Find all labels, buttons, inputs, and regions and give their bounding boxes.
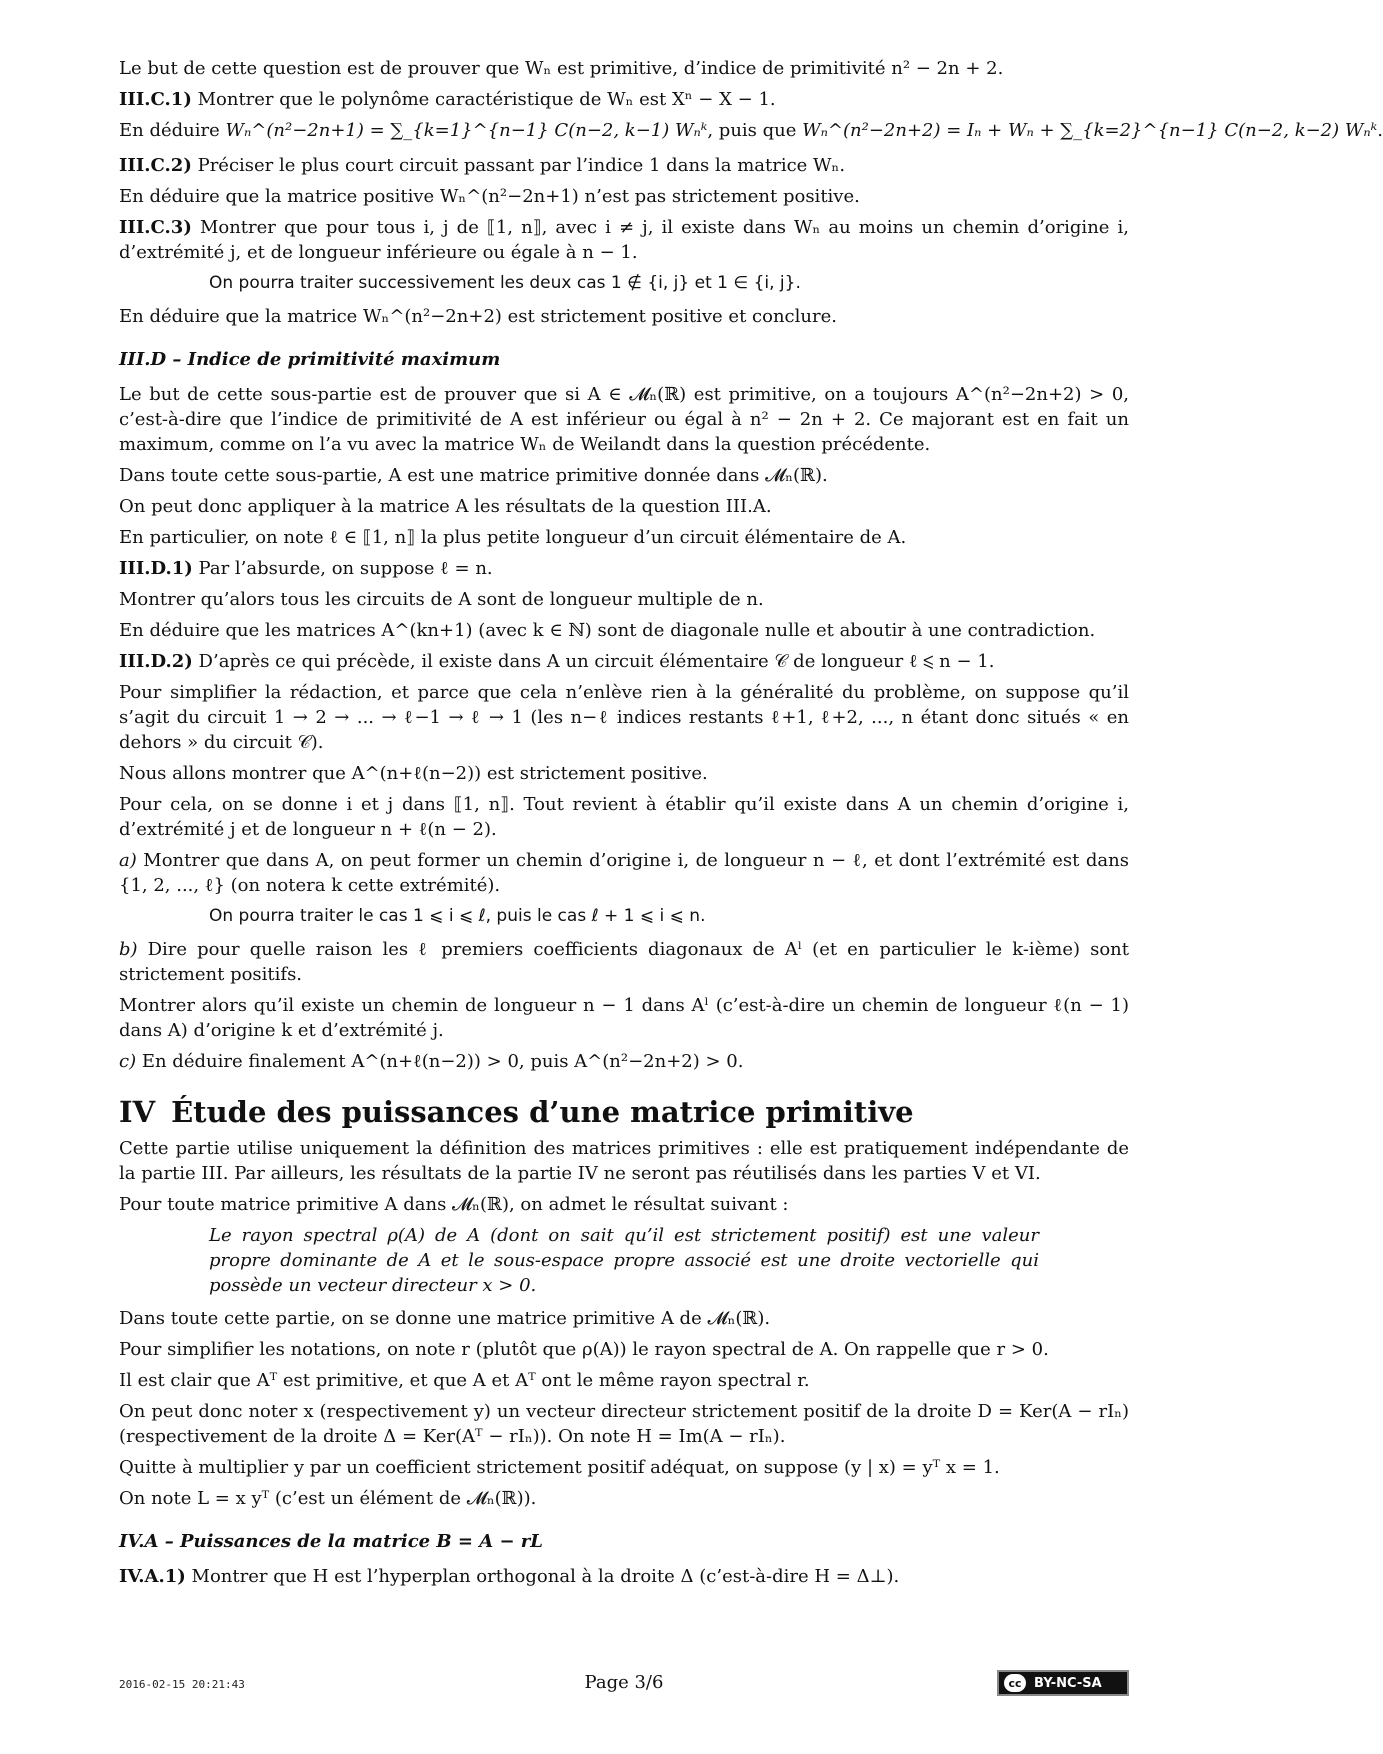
paragraph: Montrer qu’alors tous les circuits de A sont de longueur multiple de n. xyxy=(119,589,764,610)
question-text: Montrer que le polynôme caractéristique de Wₙ est Xⁿ − X − 1. xyxy=(197,89,776,110)
question-label: IV.A.1) xyxy=(119,1566,186,1587)
paragraph: Pour cela, on se donne i et j dans ⟦1, n⟧. Tout revient à établir qu’il existe dans A un chemin d’origine i, d’extrémité j et de longueur n + ℓ(n − 2). xyxy=(119,794,1129,840)
question-label: III.D.2) xyxy=(119,651,193,672)
equation-sum-1: ∑_{k=1}^{n−1} C(n−2, k−1) Wₙᵏ xyxy=(390,120,708,141)
section-number: IV xyxy=(119,1095,156,1129)
paragraph: On note L = x yᵀ (c’est un élément de 𝓜ₙ(ℝ)). xyxy=(119,1488,537,1509)
page-footer xyxy=(119,1670,1129,1700)
item-label: a) xyxy=(119,850,137,871)
question-label: III.D.1) xyxy=(119,558,193,579)
paragraph: Dans toute cette sous-partie, A est une matrice primitive donnée dans 𝓜ₙ(ℝ). xyxy=(119,465,828,486)
question-label: III.C.2) xyxy=(119,155,192,176)
question-iii-c-3 xyxy=(119,215,1129,265)
question-label: III.C.3) xyxy=(119,217,192,238)
admitted-result: Le rayon spectral ρ(A) de A (dont on sait qu’il est strictement positif) est une valeur propre dominante de A et le sous-espace propre associé est une droite vectorielle qui possède un vecteur directeur x > 0. xyxy=(209,1225,1039,1296)
paragraph: On peut donc appliquer à la matrice A les résultats de la question III.A. xyxy=(119,496,772,517)
paragraph: Le but de cette sous-partie est de prouver que si A ∈ 𝓜ₙ(ℝ) est primitive, on a toujours A^(n²−2n+2) > 0, c’est-à-dire que l’indice de primitivité de A est inférieur ou égal à n² − 2n + 2. Ce majorant est en fait un maximum, comme on l’a vu avec la matrice Wₙ de Weilandt dans la question précédente. xyxy=(119,384,1129,455)
license-badge[interactable] xyxy=(997,1670,1129,1696)
hint: On pourra traiter successivement les deux cas 1 ∉ {i, j} et 1 ∈ {i, j}. xyxy=(209,273,801,293)
equation-binomial-sums xyxy=(119,118,1383,143)
equation-intro: En déduire xyxy=(119,120,226,141)
paragraph: Pour simplifier la rédaction, et parce que cela n’enlève rien à la généralité du problème, on suppose qu’il s’agit du circuit 1 → 2 → ... → ℓ−1 → ℓ → 1 (les n−ℓ indices restants ℓ+1, ℓ+2, ..., n étant donc situés « en dehors » du circuit 𝒞). xyxy=(119,682,1129,753)
paragraph: En déduire que la matrice Wₙ^(n²−2n+2) est strictement positive et conclure. xyxy=(119,306,837,327)
question-iv-a-1 xyxy=(119,1564,1129,1589)
paragraph: Montrer alors qu’il existe un chemin de longueur n − 1 dans Aˡ (c’est-à-dire un chemin de longueur ℓ(n − 1) dans A) d’origine k et d’extrémité j. xyxy=(119,995,1129,1041)
question-text: Préciser le plus court circuit passant par l’indice 1 dans la matrice Wₙ. xyxy=(197,155,846,176)
subsection-heading-iv-a: IV.A – Puissances de la matrice B = A − rL xyxy=(119,1531,543,1552)
paragraph: En particulier, on note ℓ ∈ ⟦1, n⟧ la plus petite longueur d’un circuit élémentaire de A. xyxy=(119,527,907,548)
question-text: D’après ce qui précède, il existe dans A un circuit élémentaire 𝒞 de longueur ℓ ⩽ n − 1. xyxy=(198,651,995,672)
question-text: Par l’absurde, on suppose ℓ = n. xyxy=(198,558,493,579)
question-iii-c-1 xyxy=(119,87,1129,112)
paragraph: Cette partie utilise uniquement la définition des matrices primitives : elle est pratiquement indépendante de la partie III. Par ailleurs, les résultats de la partie IV ne seront pas réutilisés dans les parties V et VI. xyxy=(119,1138,1129,1184)
creative-commons-icon: cc xyxy=(1004,1674,1026,1692)
page-number: Page 3/6 xyxy=(584,1672,664,1693)
paragraph: Nous allons montrer que A^(n+ℓ(n−2)) est strictement positive. xyxy=(119,763,708,784)
item-a xyxy=(119,848,1129,898)
item-text: Dire pour quelle raison les ℓ premiers coefficients diagonaux de Aˡ (et en particulier le k-ième) sont strictement positifs. xyxy=(119,939,1129,985)
paragraph: Il est clair que Aᵀ est primitive, et que A et Aᵀ ont le même rayon spectral r. xyxy=(119,1370,810,1391)
equation-sum-2: ∑_{k=2}^{n−1} C(n−2, k−2) Wₙᵏ xyxy=(1060,120,1378,141)
subsection-heading-iii-d: III.D – Indice de primitivité maximum xyxy=(119,349,501,370)
paragraph: En déduire que les matrices A^(kn+1) (avec k ∈ ℕ) sont de diagonale nulle et aboutir à une contradiction. xyxy=(119,620,1096,641)
equation-end: . xyxy=(1377,120,1383,141)
question-text: Montrer que pour tous i, j de ⟦1, n⟧, avec i ≠ j, il existe dans Wₙ au moins un chemin d’origine i, d’extrémité j, et de longueur inférieure ou égale à n − 1. xyxy=(119,217,1129,263)
paragraph: Le but de cette question est de prouver que Wₙ est primitive, d’indice de primitivité n² − 2n + 2. xyxy=(119,58,1004,79)
question-iii-d-1 xyxy=(119,556,1129,581)
equation-lhs-1: Wₙ^(n²−2n+1) = xyxy=(225,120,391,141)
section-title: Étude des puissances d’une matrice primitive xyxy=(171,1095,914,1129)
hint: On pourra traiter le cas 1 ⩽ i ⩽ ℓ, puis le cas ℓ + 1 ⩽ i ⩽ n. xyxy=(209,906,706,926)
paragraph: Pour simplifier les notations, on note r (plutôt que ρ(A)) le rayon spectral de A. On rappelle que r > 0. xyxy=(119,1339,1049,1360)
paragraph: Quitte à multiplier y par un coefficient strictement positif adéquat, on suppose (y | x) = yᵀ x = 1. xyxy=(119,1457,1000,1478)
license-label: BY-NC-SA xyxy=(1034,1675,1102,1691)
section-heading-iv xyxy=(119,1094,1129,1130)
question-label: III.C.1) xyxy=(119,89,192,110)
item-text: En déduire finalement A^(n+ℓ(n−2)) > 0, puis A^(n²−2n+2) > 0. xyxy=(141,1051,744,1072)
question-iii-c-2 xyxy=(119,153,1129,178)
question-text: Montrer que H est l’hyperplan orthogonal à la droite Δ (c’est-à-dire H = Δ⊥). xyxy=(191,1566,900,1587)
item-c xyxy=(119,1049,1129,1074)
page-body xyxy=(119,56,1383,1595)
footer-timestamp: 2016-02-15 20:21:43 xyxy=(119,1678,245,1691)
item-text: Montrer que dans A, on peut former un chemin d’origine i, de longueur n − ℓ, et dont l’extrémité est dans {1, 2, ..., ℓ} (on notera k cette extrémité). xyxy=(119,850,1129,896)
question-iii-d-2 xyxy=(119,649,1129,674)
equation-connector: , puis que xyxy=(707,120,803,141)
item-label: b) xyxy=(119,939,138,960)
paragraph: Dans toute cette partie, on se donne une matrice primitive A de 𝓜ₙ(ℝ). xyxy=(119,1308,771,1329)
paragraph: Pour toute matrice primitive A dans 𝓜ₙ(ℝ), on admet le résultat suivant : xyxy=(119,1194,789,1215)
equation-lhs-2: Wₙ^(n²−2n+2) = Iₙ + Wₙ + xyxy=(802,120,1061,141)
paragraph: En déduire que la matrice positive Wₙ^(n²−2n+1) n’est pas strictement positive. xyxy=(119,186,860,207)
paragraph: On peut donc noter x (respectivement y) un vecteur directeur strictement positif de la droite D = Ker(A − rIₙ) (respectivement de la droite Δ = Ker(Aᵀ − rIₙ)). On note H = Im(A − rIₙ). xyxy=(119,1401,1129,1447)
item-label: c) xyxy=(119,1051,137,1072)
item-b xyxy=(119,937,1129,987)
